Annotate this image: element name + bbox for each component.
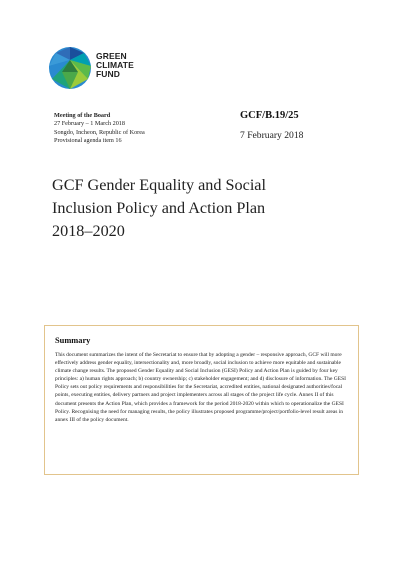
summary-heading: Summary: [55, 336, 91, 345]
logo-line-3: FUND: [96, 69, 121, 80]
title-line-1: GCF Gender Equality and Social: [52, 176, 266, 194]
globe-icon: [48, 46, 92, 90]
title-line-3: 2018–2020: [52, 222, 125, 240]
meeting-location: Songdo, Incheon, Republic of Korea: [54, 128, 145, 136]
logo-line-1: GREEN: [96, 51, 127, 61]
meeting-info: [54, 112, 145, 145]
title-line-2: Inclusion Policy and Action Plan: [52, 199, 266, 217]
document-date: 7 February 2018: [240, 130, 304, 141]
summary-box: [44, 325, 359, 475]
gcf-logo: [48, 46, 134, 104]
document-info: [240, 110, 303, 141]
logo-wordmark: [96, 52, 134, 80]
summary-text: This document summarizes the intent of the Secretariat to ensure that by adopting a gender – responsive approach, GCF will more effectively address gender equality, intersectionality and, more broadly, social inclusion to achieve more equitable and sustainable climate change results. The proposed Gender Equality and Social Inclusion (GESI) Policy and Action Plan is guided by four key principles: a) human rights approach; b) country ownership; c) stakeholder engagement; and d) disclosure of information. The GESI Policy sets out policy requirements and responsibilities for the Secretariat, accredited entities, national designated authorities/focal points, executing entities, delivery partners and project implementers across all stages of the project life cycle. Annex II of this document presents the Action Plan, which provides a framework for the period 2018-2020 within which to operationalize the GESI Policy. Recognising the need for managing results, the policy illustrates proposed programme/project/portfolio-level result areas in annex III of the policy document.: [55, 352, 347, 423]
document-code: GCF/B.19/25: [240, 110, 299, 121]
logo-line-2: CLIMATE: [96, 60, 134, 71]
meeting-name: Meeting of the Board: [54, 112, 111, 119]
agenda-item: Provisional agenda item 16: [54, 136, 122, 144]
meeting-dates: 27 February – 1 March 2018: [54, 120, 125, 128]
document-title: [52, 174, 372, 243]
